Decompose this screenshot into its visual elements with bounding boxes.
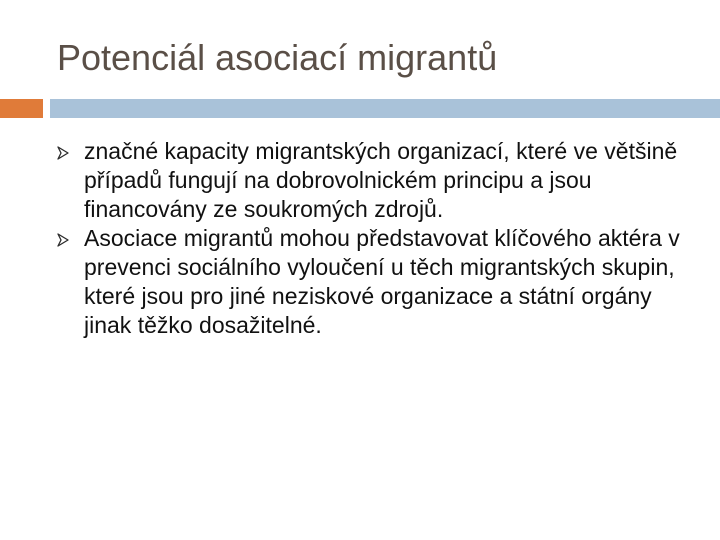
- arrowhead-bullet-icon: [56, 146, 70, 160]
- bullet-text: značné kapacity migrantských organizací, které ve většině případů fungují na dobrovolnickém principu a jsou financovány ze soukromých zdrojů.: [84, 138, 678, 222]
- bullet-item: [56, 224, 696, 340]
- bullet-item: [56, 137, 696, 224]
- arrowhead-bullet-icon: [56, 233, 70, 247]
- accent-bar-blue: [50, 99, 720, 118]
- bullet-list: [56, 137, 696, 340]
- bullet-text: Asociace migrantů mohou představovat klíčového aktéra v prevenci sociálního vyloučení u těch migrantských skupin, které jsou pro jiné neziskové organizace a státní orgány jinak těžko dosažitelné.: [84, 225, 680, 338]
- slide-title: Potenciál asociací migrantů: [57, 37, 498, 78]
- accent-bar-orange: [0, 99, 43, 118]
